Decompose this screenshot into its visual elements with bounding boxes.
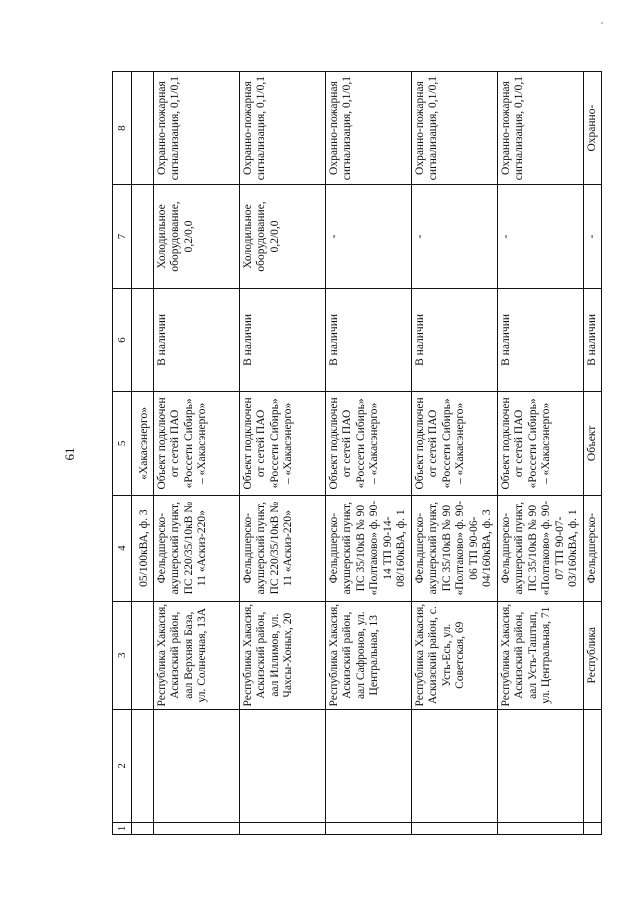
table-cell: В наличии <box>584 288 602 391</box>
table-cell: В наличии <box>240 288 326 391</box>
table-cell: Объект подключен от сетей ПАО «Россети Сибирь» – «Хакасэнерго» <box>498 392 584 495</box>
column-number: 6 <box>113 288 132 391</box>
table-cell: Республика Хакасия, Аскизский район, с. Усть-Есь, ул. Советская, 69 <box>412 601 498 709</box>
table-cell <box>132 185 154 288</box>
table-cell: Охранно-пожарная сигнализация, 0,1/0,1 <box>412 72 498 185</box>
table-row <box>326 72 412 835</box>
table-cell: Холодильное оборудование, 0,2/0,0 <box>154 185 240 288</box>
table-cell: Республика <box>584 601 602 709</box>
table-cell: В наличии <box>412 288 498 391</box>
table-cell: Охранно- <box>584 72 602 185</box>
table-cell: Охранно-пожарная сигнализация, 0,1/0,1 <box>240 72 326 185</box>
table-cell <box>498 709 584 822</box>
table-cell: Фельдшерско-акушерский пункт, ПС 35/10кВ № 90 «Полтаково» ф. 90-14 ТП 90-14-08/160кВА, ф. 1 <box>326 495 412 601</box>
column-number-row <box>113 72 132 835</box>
table-cell <box>132 822 154 834</box>
table-cell: «Хакасэнерго» <box>132 392 154 495</box>
table-cell <box>584 709 602 822</box>
column-number: 4 <box>113 495 132 601</box>
scan-speck <box>601 22 603 24</box>
table-cell: В наличии <box>326 288 412 391</box>
continuation-row <box>132 72 154 835</box>
table-cell: Фельдшерско- <box>584 495 602 601</box>
table-row <box>154 72 240 835</box>
table-row <box>240 72 326 835</box>
table-cell: 05/100кВА, ф. 3 <box>132 495 154 601</box>
table-cell: Объект подключен от сетей ПАО «Россети Сибирь» – «Хакасэнерго» <box>412 392 498 495</box>
rotated-table-container <box>112 71 598 835</box>
table-cell: Фельдшерско-акушерский пункт, ПС 220/35/10кВ № 11 «Аскиз-220» <box>240 495 326 601</box>
table-cell: Охранно-пожарная сигнализация, 0,1/0,1 <box>498 72 584 185</box>
column-number: 3 <box>113 601 132 709</box>
table-cell <box>412 709 498 822</box>
column-number: 5 <box>113 392 132 495</box>
table-cell: Объект <box>584 392 602 495</box>
table-cell: - <box>326 185 412 288</box>
table-cell: В наличии <box>498 288 584 391</box>
table-cell: Фельдшерско-акушерский пункт, ПС 35/10кВ № 90 «Полтаково» ф. 90-06 ТП 90-06-04/160кВА, ф. 3 <box>412 495 498 601</box>
table-cell: Холодильное оборудование, 0,2/0,0 <box>240 185 326 288</box>
table-cell <box>240 822 326 834</box>
table-cell: - <box>412 185 498 288</box>
table-cell: Фельдшерско-акушерский пункт, ПС 35/10кВ № 90 «Полтаково» ф. 90-07 ТП 90-07-03/160кВА, ф. 1 <box>498 495 584 601</box>
table-cell <box>584 822 602 834</box>
table-cell <box>132 288 154 391</box>
continued-row <box>584 72 602 835</box>
table-cell: Объект подключен от сетей ПАО «Россети Сибирь» – «Хакасэнерго» <box>154 392 240 495</box>
table-row <box>412 72 498 835</box>
table-cell: - <box>584 185 602 288</box>
column-number: 8 <box>113 72 132 185</box>
table-cell <box>240 709 326 822</box>
table-cell <box>326 709 412 822</box>
table-cell: Республика Хакасия, Аскизский район, аал Усть-Таштып, ул. Центральная, 71 <box>498 601 584 709</box>
page-number: 61 <box>62 447 77 461</box>
table-cell: Республика Хакасия, Аскизский район, аал Иллимов, ул. Чахсы-Хоных, 20 <box>240 601 326 709</box>
table-cell <box>412 822 498 834</box>
table-cell: Республика Хакасия, Аскизский район, аал Верхняя База, ул. Солнечная, 13А <box>154 601 240 709</box>
table-cell: Республика Хакасия, Аскизский район, аал Сафронов, ул. Центральная, 13 <box>326 601 412 709</box>
table-cell: Охранно-пожарная сигнализация, 0,1/0,1 <box>154 72 240 185</box>
table-cell: - <box>498 185 584 288</box>
facilities-table <box>112 71 602 835</box>
table-cell: Фельдшерско-акушерский пункт, ПС 220/35/10кВ № 11 «Аскиз-220» <box>154 495 240 601</box>
table-cell <box>132 709 154 822</box>
table-cell: Объект подключен от сетей ПАО «Россети Сибирь» – «Хакасэнерго» <box>240 392 326 495</box>
table-cell: Объект подключен от сетей ПАО «Россети Сибирь» – «Хакасэнерго» <box>326 392 412 495</box>
column-number: 1 <box>113 822 132 834</box>
table-cell <box>326 822 412 834</box>
table-row <box>498 72 584 835</box>
table-cell <box>154 822 240 834</box>
table-cell <box>132 72 154 185</box>
table-cell <box>498 822 584 834</box>
column-number: 2 <box>113 709 132 822</box>
column-number: 7 <box>113 185 132 288</box>
table-cell <box>132 601 154 709</box>
table-cell: В наличии <box>154 288 240 391</box>
table-cell: Охранно-пожарная сигнализация, 0,1/0,1 <box>326 72 412 185</box>
table-cell <box>154 709 240 822</box>
